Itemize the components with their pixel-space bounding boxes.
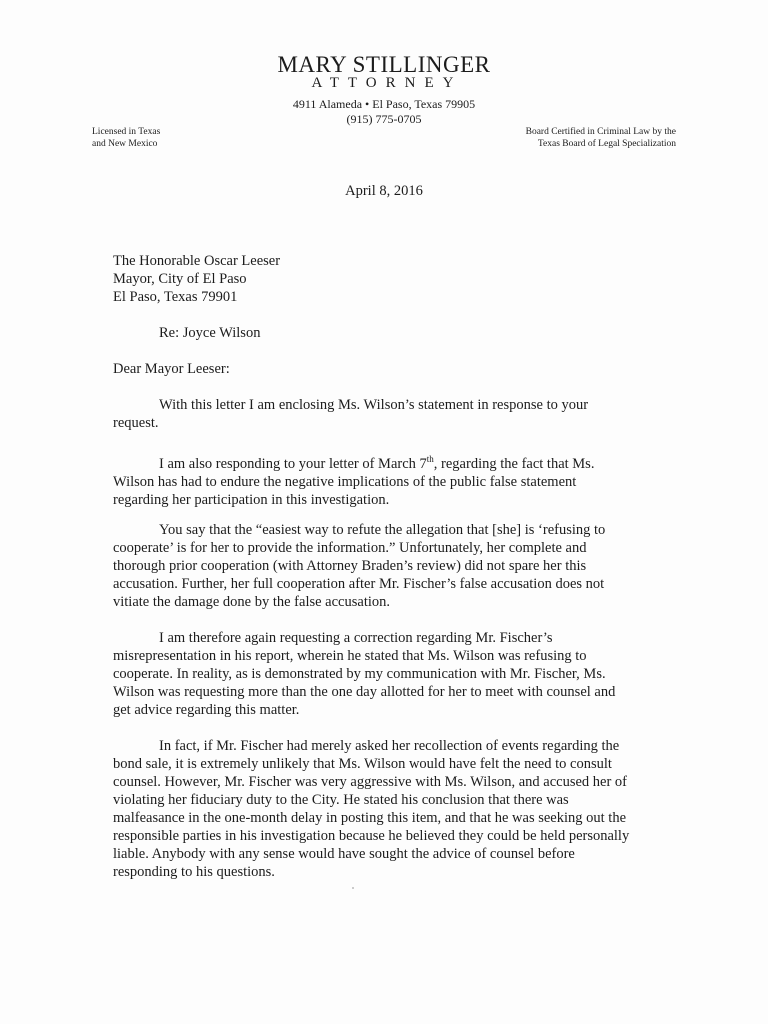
addressee-line: The Honorable Oscar Leeser — [113, 253, 281, 269]
letterhead-license-note — [92, 126, 252, 150]
letterhead-title: ATTORNEY — [311, 75, 463, 91]
letterhead-address: 4911 Alameda • El Paso, Texas 79905 — [292, 97, 476, 111]
re-line: Re: Joyce Wilson — [159, 325, 261, 341]
certification-note-line: Board Certified in Criminal Law by the — [525, 127, 676, 137]
license-note-line: and New Mexico — [92, 139, 158, 149]
certification-note-line: Texas Board of Legal Specialization — [537, 139, 676, 149]
letterhead-name: MARY STILLINGER — [277, 52, 491, 77]
scan-speck — [352, 887, 354, 889]
addressee-line: Mayor, City of El Paso — [113, 271, 247, 287]
body-paragraph: With this letter I am enclosing Ms. Wilson’s statement in response to your request. — [113, 397, 589, 431]
letterhead-certification-note — [456, 126, 676, 150]
letter-date: April 8, 2016 — [345, 183, 423, 199]
addressee-block — [113, 252, 673, 306]
license-note-line: Licensed in Texas — [92, 127, 161, 137]
salutation: Dear Mayor Leeser: — [113, 361, 230, 377]
letterhead-phone: (915) 775-0705 — [346, 112, 422, 126]
body-paragraph: I am therefore again requesting a correction regarding Mr. Fischer’s misrepresentation in his report, wherein he stated that Ms. Wilson was refusing to cooperate. In reality, as is demonstrated by my communication with Mr. Fischer, Ms. Wilson was requesting more than the one day allotted for her to meet with counsel and get advice regarding this matter. — [113, 630, 616, 718]
body-paragraph: In fact, if Mr. Fischer had merely asked her recollection of events regarding the bond sale, it is extremely unlikely that Ms. Wilson would have felt the need to consult counsel. However, Mr. Fischer was very aggressive with Ms. Wilson, and accused her of violating her fiduciary duty to the City. He stated his conclusion that there was malfeasance in the one-month delay in posting this item, and that he was seeking out the responsible parties in his investigation because he believed they could be held personally liable. Anybody with any sense would have sought the advice of counsel before responding to his questions. — [113, 738, 630, 880]
addressee-line: El Paso, Texas 79901 — [113, 289, 238, 305]
body-paragraph: I am also responding to your letter of March 7th, regarding the fact that Ms. Wilson has had to endure the negative implications of the public false statement regarding her participation in this investigation. — [113, 454, 595, 508]
body-paragraph: You say that the “easiest way to refute the allegation that [she] is ‘refusing to cooperate’ is for her to provide the information.” Unfortunately, her complete and thorough prior cooperation (with Attorney Braden’s review) did not spare her this accusation. Further, her full cooperation after Mr. Fischer’s false accusation does not vitiate the damage done by the false accusation. — [113, 522, 606, 610]
